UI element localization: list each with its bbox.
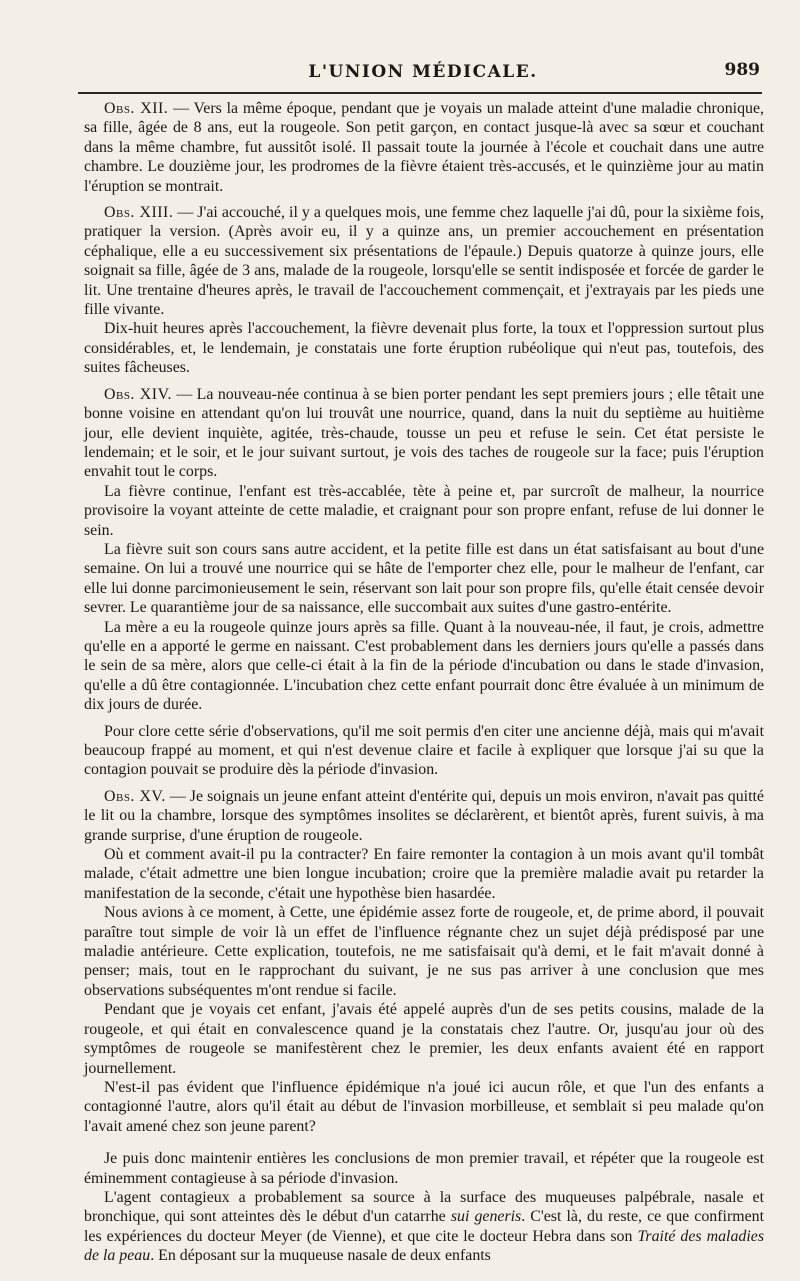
paragraph-text: La fièvre suit son cours sans autre accident, et la petite fille est dans un état satisfaisant au bout d'une semaine. On lui a trouvé une nourrice qui se hâte de l'emporter chez elle, pour le malheur de l'enfant, car elle lui donne parcimonieusement le sein, réservant son lait pour son propre fils, qu'elle était censée devoir sevrer. Le quarantième jour de sa naissance, elle succombait aux suites d'une gastro-entérite.: [84, 540, 764, 617]
paragraph-text: N'est-il pas évident que l'influence épidémique n'a joué ici aucun rôle, et que l'un des enfants a contagionné l'autre, alors qu'il était au début de l'invasion morbilleuse, et semblait si peu malade qu'on l'avait amené chez son jeune parent?: [84, 1078, 764, 1135]
paragraph: [84, 1000, 764, 1078]
paragraph-text: Pour clore cette série d'observations, qu'il me soit permis d'en citer une ancienne déjà, mais qui m'avait beaucoup frappé au moment, et qui n'est devenue claire et facile à expliquer que lorsque j'ai su que la contagion pouvait se produire dès la période d'invasion.: [84, 722, 764, 779]
paragraph: [84, 1149, 764, 1188]
journal-title: L'UNION MÉDICALE.: [308, 62, 538, 82]
paragraph-text: Je puis donc maintenir entières les conclusions de mon premier travail, et répéter que la rougeole est éminemment contagieuse à sa période d'invasion.: [84, 1150, 764, 1187]
paragraph-text: — La nouveau-née continua à se bien porter pendant les sept premiers jours ; elle têtait une bonne voisine en attendant qu'on lui trouvât une nourrice, quand, dans la nuit du septième au huitième jour, elle devient inquiète, agitée, très-chaude, tousse un peu et refuse le sein. Cet état persiste le lendemain; et le soir, et le jour suivant surtout, je vois des taches de rougeole sur la face; puis l'éruption envahit tout le corps.: [84, 385, 765, 481]
paragraph-text: — Vers la même époque, pendant que je voyais un malade atteint d'une maladie chronique, sa fille, âgée de 8 ans, eut la rougeole. Son petit garçon, en contact jusque-là avec sa sœur et couchant dans la même chambre, fut aussitôt isolé. Il passait toute la journée à l'école et couchait dans une autre chambre. Le douzième jour, les prodromes de la fièvre étaient très-accusés, et le quinzième jour au matin l'éruption se montrait.: [84, 100, 764, 195]
page-number: 989: [724, 60, 760, 80]
paragraph-text: . C'est là, du reste, ce que confirment les expériences du docteur Meyer (de Vienne), et que cite le docteur Hebra dans son: [84, 1208, 765, 1245]
article-body: [84, 99, 764, 1266]
paragraph: [84, 540, 764, 618]
paragraph: [84, 1078, 764, 1136]
header-rule: [78, 92, 762, 94]
running-header: [78, 56, 768, 90]
paragraph: [84, 845, 764, 903]
paragraph-obs-15: [84, 787, 764, 845]
paragraph-obs-13: [84, 203, 764, 319]
paragraph-text: Où et comment avait-il pu la contracter? En faire remonter la contagion à un mois avant qu'il tombât malade, c'était admettre une bien longue incubation; croire que la première maladie avait pu retarder la manifestation de la seconde, c'était une hypothèse bien hasardée.: [84, 846, 764, 902]
paragraph-obs-12: [84, 99, 764, 196]
paragraph: [84, 319, 764, 377]
paragraph: [84, 1188, 764, 1266]
observation-label: Obs. XII.: [104, 100, 169, 117]
paragraph: [84, 722, 764, 780]
paragraph-text: . En déposant sur la muqueuse nasale de deux enfants: [150, 1247, 491, 1265]
paragraph-text: Nous avions à ce moment, à Cette, une épidémie assez forte de rougeole, et, de prime abord, il pouvait paraître tout simple de voir là un effet de l'influence régnante chez un sujet déjà prédisposé par une maladie antérieure. Cette explication, toutefois, ne me satisfaisait qu'à demi, et le fait m'avait donné à penser; mais, tout en le rapprochant du suivant, je ne sus pas arriver à une conclusion que mes observations subséquentes m'ont rendue si facile.: [84, 904, 764, 999]
paragraph: [84, 482, 764, 540]
paragraph-text: Pendant que je voyais cet enfant, j'avais été appelé auprès d'un de ses petits cousins, malade de la rougeole, et qui était en convalescence quand je la constatais chez l'autre. Or, jusqu'au jour où des symptômes de rougeole se manifestèrent chez le premier, les deux enfants avaient été en rapport journellement.: [84, 1001, 764, 1077]
observation-label: Obs. XIV.: [104, 385, 172, 403]
paragraph-text: Dix-huit heures après l'accouchement, la fièvre devenait plus forte, la toux et l'oppression surtout plus considérables, et, le lendemain, je constatais une forte éruption rubéolique qui n'eut pas, toutefois, des suites fâcheuses.: [84, 320, 764, 377]
observation-label: Obs. XV.: [104, 787, 166, 805]
book-title: Traité des maladies de la peau: [84, 1227, 765, 1265]
paragraph-text: La mère a eu la rougeole quinze jours après sa fille. Quant à la nouveau-née, il faut, je crois, admettre qu'elle en a apporté le germe en naissant. C'est probablement dans les derniers jours qu'elle a passés dans le sein de sa mère, alors que celle-ci était à la fin de la période d'incubation ou dans le stade d'invasion, qu'elle a dû être contagionnée. L'incubation chez cette enfant pourrait donc être évaluée à un minimum de dix jours de durée.: [84, 618, 764, 714]
paragraph-obs-14: [84, 385, 764, 482]
italic-term: sui generis: [450, 1208, 522, 1226]
paragraph-text: La fièvre continue, l'enfant est très-accablée, tète à peine et, par surcroît de malheur, la nourrice provisoire la voyant atteinte de cette maladie, et craignant pour son propre enfant, refuse de lui donner le sein.: [84, 482, 764, 539]
paragraph: [84, 618, 764, 715]
observation-label: Obs. XIII.: [104, 204, 174, 222]
paragraph-text: — Je soignais un jeune enfant atteint d'entérite qui, depuis un mois environ, n'avait pas quitté le lit ou la chambre, lorsque des symptômes insolites se déclarèrent, et bientôt après, furent suivis, à ma grande surprise, d'une éruption de rougeole.: [84, 787, 764, 844]
paragraph-text: — J'ai accouché, il y a quelques mois, une femme chez laquelle j'ai dû, pour la sixième fois, pratiquer la version. (Après avoir eu, il y a quinze ans, un premier accouchement en présentation céphalique, elle a eu successivement six présentations de l'épaule.) Depuis quatorze à quinze jours, elle soignait sa fille, âgée de 3 ans, malade de la rougeole, lorsqu'elle se sentit indisposée et forcée de garder le lit. Une trentaine d'heures après, le travail de l'accouchement commençait, et j'extrayais par les pieds une fille vivante.: [84, 204, 764, 319]
paragraph: [84, 903, 764, 1000]
paragraph-text: L'agent contagieux a probablement sa source à la surface des muqueuses palpébrale, nasale et bronchique, qui sont atteintes dès le début d'un catarrhe: [84, 1188, 764, 1226]
